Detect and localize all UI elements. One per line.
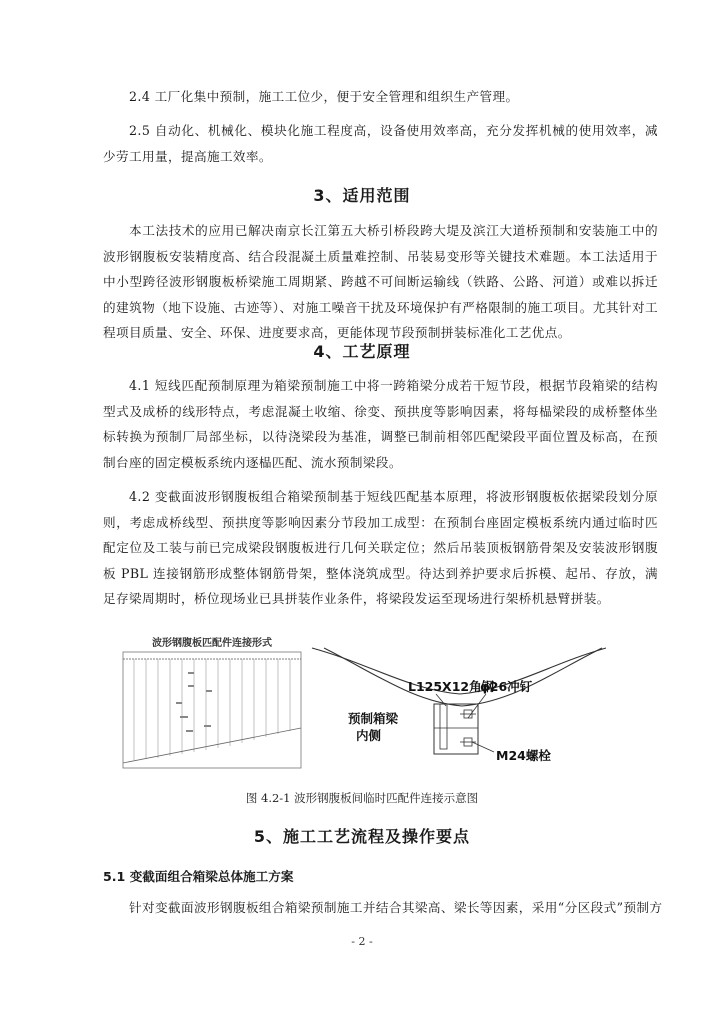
label-inner-2: 内侧 xyxy=(356,728,382,743)
label-inner-1: 预制箱梁 xyxy=(348,711,399,726)
figure-left-drawing xyxy=(120,630,305,770)
paragraph-4-1: 4.1 短线匹配预制原理为箱梁预制施工中将一跨箱梁分成若干短节段，根据节段箱梁的结构型式及成桥的线形特点，考虑混凝土收缩、徐变、预拱度等影响因素，将每榀梁段的成桥整体坐标转换为预制厂局部坐标，以待浇梁段为基准，调整已制前相邻匹配梁段平面位置及标高，在预制台座的固定模板系统内逐榀匹配、流水预制梁段。 xyxy=(103,378,658,470)
figure-caption: 图 4.2-1 波形钢腹板间临时匹配件连接示意图 xyxy=(245,791,479,805)
label-pin: φ26冲钉 xyxy=(480,679,533,694)
label-bolt: M24螺栓 xyxy=(496,748,551,763)
paragraph-scope: 本工法技术的应用已解决南京长江第五大桥引桥段跨大堤及滨江大道桥预制和安装施工中的波形钢腹板安装精度高、结合段混凝土质量难控制、吊装易变形等关键技术难题。本工法适用于中小型跨径波形钢腹板桥梁施工周期紧、跨越不可间断运输线（铁路、公路、河道）或难以拆迁的建筑物（地下设施、古迹等）、对施工噪音干扰及环境保护有严格限制的施工项目。尤其针对工程项目质量、安全、环保、进度要求高，更能体现节段预制拼装标准化工艺优点。 xyxy=(103,223,658,340)
section-title-4: 4、工艺原理 xyxy=(313,342,411,361)
label-angle-steel: L125X12角钢 xyxy=(408,679,495,694)
subsection-title-5-1: 5.1 变截面组合箱梁总体施工方案 xyxy=(103,869,294,884)
paragraph-5-1: 针对变截面波形钢腹板组合箱梁预制施工并结合其梁高、梁长等因素，采用“分区段式”预制方 xyxy=(129,900,663,915)
section-title-5: 5、施工工艺流程及操作要点 xyxy=(253,827,471,846)
paragraph-2-4: 2.4 工厂化集中预制，施工工位少，便于安全管理和组织生产管理。 xyxy=(129,89,519,104)
figure-right-drawing xyxy=(310,644,612,774)
paragraph-2-5: 2.5 自动化、机械化、模块化施工程度高，设备使用效率高，充分发挥机械的使用效率，减少劳工用量，提高施工效率。 xyxy=(103,123,658,164)
figure-left-title: 波形钢腹板匹配件连接形式 xyxy=(152,638,272,649)
section-title-3: 3、适用范围 xyxy=(313,186,411,205)
page-number: - 2 - xyxy=(351,935,373,948)
paragraph-4-2: 4.2 变截面波形钢腹板组合箱梁预制基于短线匹配基本原理，将波形钢腹板依据梁段划分原则，考虑成桥线型、预拱度等影响因素分节段加工成型：在预制台座固定模板系统内通过临时匹配定位及工装与前已完成梁段钢腹板进行几何关联定位；然后吊装顶板钢筋骨架及安装波形钢腹板 PBL 连接钢筋形成整体钢筋骨架，整体浇筑成型。待达到养护要求后拆模、起吊、存放，满足存梁周期时，桥位现场业已具拼装作业条件，将梁段发运至现场进行架桥机悬臂拼装。 xyxy=(103,489,658,606)
